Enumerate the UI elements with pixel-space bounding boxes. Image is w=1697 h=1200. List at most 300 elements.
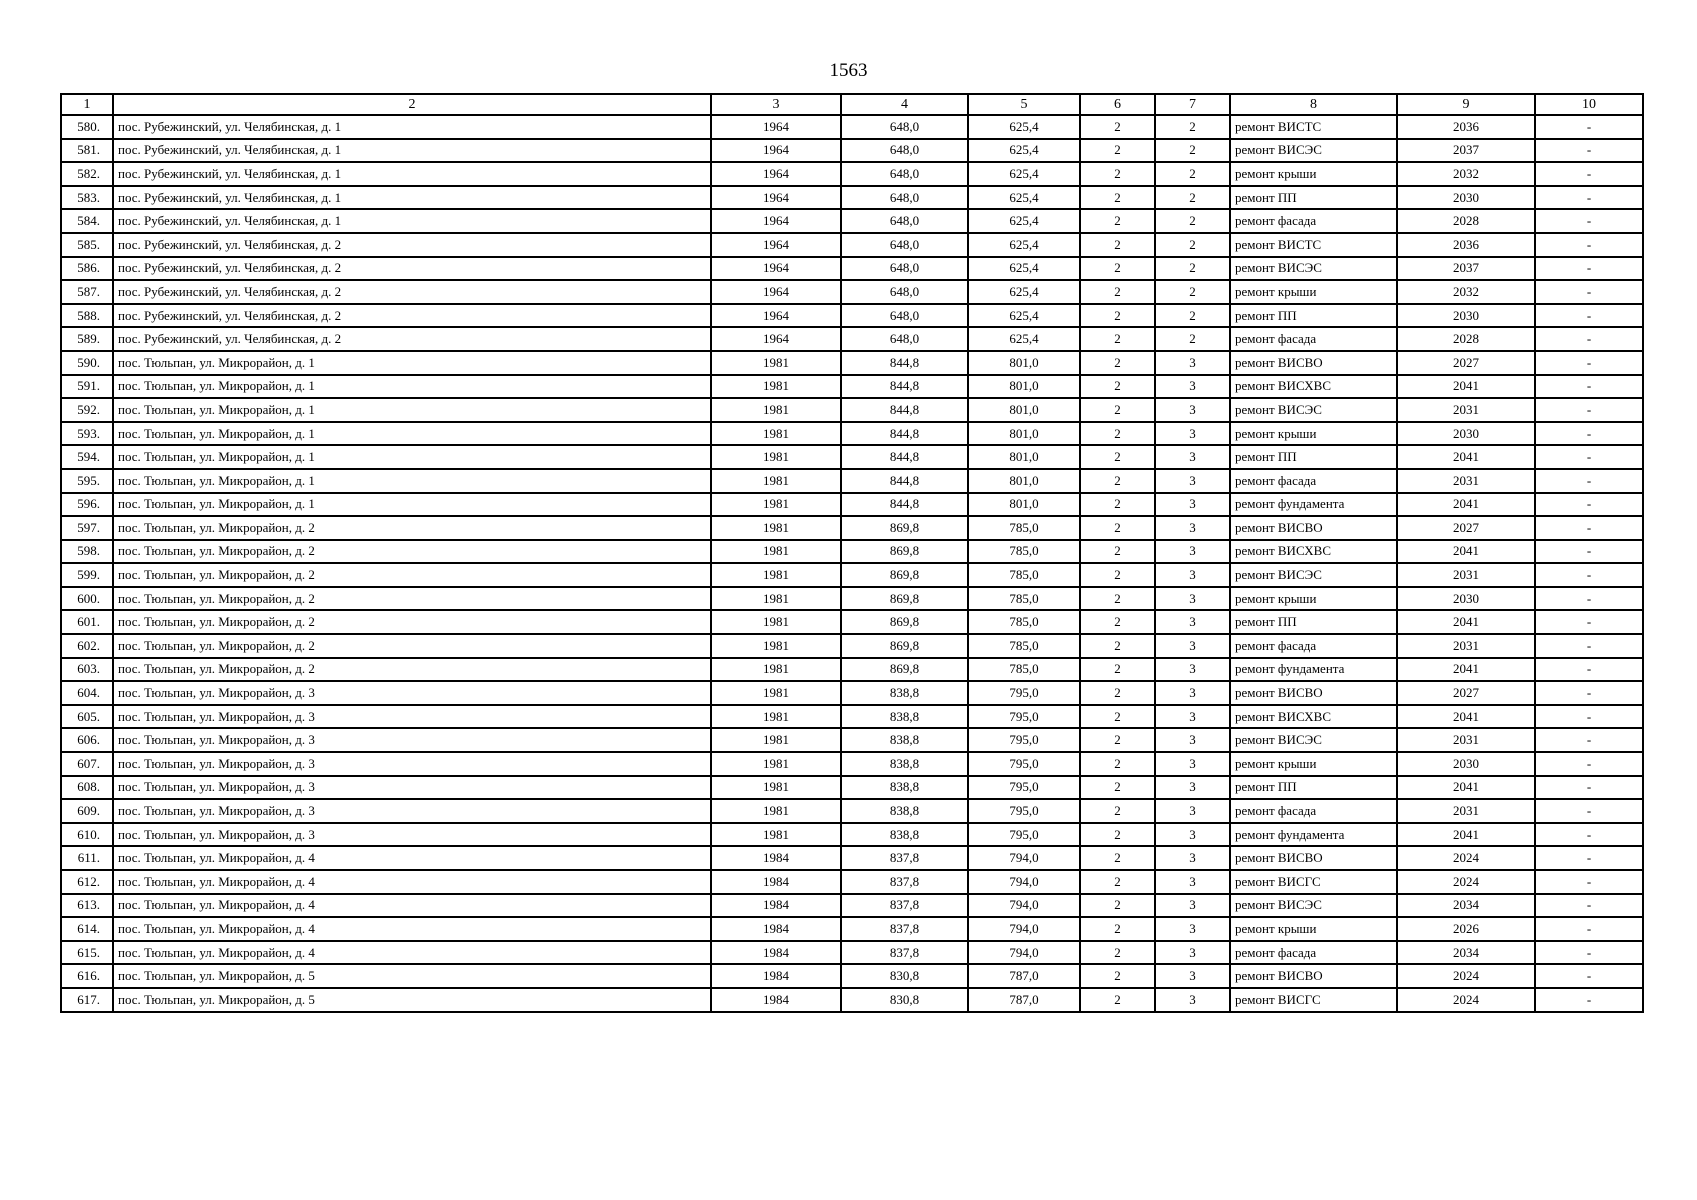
entrances-cell: 3 [1155,752,1230,776]
planned-year-cell: 2031 [1397,469,1535,493]
year-built-cell: 1964 [711,139,841,163]
address-cell: пос. Тюльпан, ул. Микрорайон, д. 1 [113,445,711,469]
note-cell: - [1535,799,1643,823]
work-type-cell: ремонт ВИСЭС [1230,257,1397,281]
living-area-cell: 801,0 [968,469,1080,493]
row-number-cell: 598. [61,540,113,564]
row-number-cell: 606. [61,728,113,752]
floors-cell: 2 [1080,327,1155,351]
work-type-cell: ремонт крыши [1230,162,1397,186]
entrances-cell: 3 [1155,422,1230,446]
planned-year-cell: 2024 [1397,870,1535,894]
entrances-cell: 3 [1155,493,1230,517]
work-type-cell: ремонт ВИСВО [1230,681,1397,705]
planned-year-cell: 2030 [1397,752,1535,776]
work-type-cell: ремонт ВИСЭС [1230,563,1397,587]
floors-cell: 2 [1080,351,1155,375]
row-number-cell: 591. [61,375,113,399]
table-row [61,493,1643,517]
floors-cell: 2 [1080,162,1155,186]
table-row [61,563,1643,587]
table-row [61,540,1643,564]
planned-year-cell: 2034 [1397,941,1535,965]
year-built-cell: 1981 [711,351,841,375]
living-area-cell: 625,4 [968,209,1080,233]
header-cell-3: 3 [711,94,841,115]
work-type-cell: ремонт крыши [1230,917,1397,941]
work-type-cell: ремонт ПП [1230,610,1397,634]
living-area-cell: 794,0 [968,917,1080,941]
floors-cell: 2 [1080,563,1155,587]
planned-year-cell: 2026 [1397,917,1535,941]
year-built-cell: 1981 [711,540,841,564]
address-cell: пос. Рубежинский, ул. Челябинская, д. 1 [113,139,711,163]
total-area-cell: 844,8 [841,493,968,517]
row-number-cell: 583. [61,186,113,210]
total-area-cell: 838,8 [841,776,968,800]
address-cell: пос. Тюльпан, ул. Микрорайон, д. 3 [113,776,711,800]
note-cell: - [1535,398,1643,422]
address-cell: пос. Тюльпан, ул. Микрорайон, д. 2 [113,587,711,611]
living-area-cell: 795,0 [968,799,1080,823]
total-area-cell: 844,8 [841,351,968,375]
table-row [61,988,1643,1012]
note-cell: - [1535,280,1643,304]
planned-year-cell: 2030 [1397,587,1535,611]
total-area-cell: 838,8 [841,681,968,705]
row-number-cell: 610. [61,823,113,847]
address-cell: пос. Тюльпан, ул. Микрорайон, д. 2 [113,658,711,682]
living-area-cell: 625,4 [968,304,1080,328]
work-type-cell: ремонт ВИСЭС [1230,894,1397,918]
living-area-cell: 794,0 [968,870,1080,894]
row-number-cell: 615. [61,941,113,965]
work-type-cell: ремонт фасада [1230,799,1397,823]
row-number-cell: 603. [61,658,113,682]
header-cell-5: 5 [968,94,1080,115]
year-built-cell: 1981 [711,445,841,469]
work-type-cell: ремонт фундамента [1230,493,1397,517]
entrances-cell: 3 [1155,988,1230,1012]
floors-cell: 2 [1080,493,1155,517]
floors-cell: 2 [1080,587,1155,611]
note-cell: - [1535,823,1643,847]
year-built-cell: 1984 [711,846,841,870]
planned-year-cell: 2030 [1397,304,1535,328]
address-cell: пос. Тюльпан, ул. Микрорайон, д. 2 [113,540,711,564]
row-number-cell: 590. [61,351,113,375]
note-cell: - [1535,162,1643,186]
year-built-cell: 1964 [711,115,841,139]
total-area-cell: 838,8 [841,799,968,823]
address-cell: пос. Рубежинский, ул. Челябинская, д. 2 [113,233,711,257]
year-built-cell: 1981 [711,776,841,800]
total-area-cell: 869,8 [841,610,968,634]
total-area-cell: 838,8 [841,705,968,729]
total-area-cell: 838,8 [841,752,968,776]
floors-cell: 2 [1080,445,1155,469]
table-row [61,469,1643,493]
floors-cell: 2 [1080,941,1155,965]
work-type-cell: ремонт ВИСЭС [1230,398,1397,422]
table-body [61,115,1643,1012]
planned-year-cell: 2032 [1397,162,1535,186]
table-row [61,587,1643,611]
total-area-cell: 844,8 [841,469,968,493]
header-cell-1: 1 [61,94,113,115]
floors-cell: 2 [1080,964,1155,988]
entrances-cell: 3 [1155,846,1230,870]
work-type-cell: ремонт ВИСВО [1230,964,1397,988]
living-area-cell: 785,0 [968,516,1080,540]
address-cell: пос. Рубежинский, ул. Челябинская, д. 1 [113,162,711,186]
note-cell: - [1535,917,1643,941]
floors-cell: 2 [1080,634,1155,658]
floors-cell: 2 [1080,681,1155,705]
living-area-cell: 795,0 [968,752,1080,776]
row-number-cell: 609. [61,799,113,823]
address-cell: пос. Тюльпан, ул. Микрорайон, д. 3 [113,799,711,823]
living-area-cell: 785,0 [968,540,1080,564]
note-cell: - [1535,634,1643,658]
total-area-cell: 648,0 [841,327,968,351]
entrances-cell: 3 [1155,823,1230,847]
planned-year-cell: 2024 [1397,846,1535,870]
header-cell-10: 10 [1535,94,1643,115]
note-cell: - [1535,894,1643,918]
row-number-cell: 597. [61,516,113,540]
living-area-cell: 801,0 [968,445,1080,469]
living-area-cell: 801,0 [968,422,1080,446]
row-number-cell: 617. [61,988,113,1012]
table-row [61,941,1643,965]
table-row [61,304,1643,328]
work-type-cell: ремонт ВИСТС [1230,115,1397,139]
year-built-cell: 1981 [711,493,841,517]
total-area-cell: 648,0 [841,257,968,281]
total-area-cell: 648,0 [841,280,968,304]
table-row [61,610,1643,634]
entrances-cell: 3 [1155,587,1230,611]
floors-cell: 2 [1080,752,1155,776]
table-row [61,139,1643,163]
work-type-cell: ремонт ПП [1230,776,1397,800]
planned-year-cell: 2041 [1397,610,1535,634]
living-area-cell: 794,0 [968,894,1080,918]
floors-cell: 2 [1080,846,1155,870]
year-built-cell: 1984 [711,941,841,965]
table-row [61,846,1643,870]
total-area-cell: 844,8 [841,375,968,399]
address-cell: пос. Рубежинский, ул. Челябинская, д. 2 [113,280,711,304]
total-area-cell: 844,8 [841,422,968,446]
living-area-cell: 795,0 [968,681,1080,705]
row-number-cell: 607. [61,752,113,776]
header-cell-7: 7 [1155,94,1230,115]
floors-cell: 2 [1080,139,1155,163]
address-cell: пос. Тюльпан, ул. Микрорайон, д. 1 [113,351,711,375]
note-cell: - [1535,705,1643,729]
floors-cell: 2 [1080,917,1155,941]
floors-cell: 2 [1080,304,1155,328]
year-built-cell: 1964 [711,304,841,328]
entrances-cell: 3 [1155,375,1230,399]
note-cell: - [1535,422,1643,446]
address-cell: пос. Рубежинский, ул. Челябинская, д. 1 [113,186,711,210]
total-area-cell: 837,8 [841,870,968,894]
year-built-cell: 1981 [711,422,841,446]
work-type-cell: ремонт ПП [1230,445,1397,469]
entrances-cell: 3 [1155,917,1230,941]
note-cell: - [1535,846,1643,870]
table-row [61,964,1643,988]
entrances-cell: 3 [1155,728,1230,752]
page-number: 1563 [829,60,868,81]
planned-year-cell: 2041 [1397,658,1535,682]
note-cell: - [1535,304,1643,328]
floors-cell: 2 [1080,705,1155,729]
work-type-cell: ремонт ВИСВО [1230,846,1397,870]
address-cell: пос. Тюльпан, ул. Микрорайон, д. 5 [113,988,711,1012]
row-number-cell: 594. [61,445,113,469]
work-type-cell: ремонт крыши [1230,422,1397,446]
note-cell: - [1535,870,1643,894]
table-row [61,422,1643,446]
floors-cell: 2 [1080,209,1155,233]
header-cell-2: 2 [113,94,711,115]
planned-year-cell: 2041 [1397,705,1535,729]
header-cell-4: 4 [841,94,968,115]
total-area-cell: 648,0 [841,162,968,186]
year-built-cell: 1964 [711,186,841,210]
note-cell: - [1535,941,1643,965]
planned-year-cell: 2041 [1397,445,1535,469]
address-cell: пос. Тюльпан, ул. Микрорайон, д. 1 [113,422,711,446]
address-cell: пос. Тюльпан, ул. Микрорайон, д. 3 [113,752,711,776]
table-row [61,233,1643,257]
row-number-cell: 588. [61,304,113,328]
living-area-cell: 794,0 [968,941,1080,965]
living-area-cell: 795,0 [968,728,1080,752]
year-built-cell: 1981 [711,469,841,493]
row-number-cell: 605. [61,705,113,729]
planned-year-cell: 2041 [1397,540,1535,564]
entrances-cell: 3 [1155,634,1230,658]
total-area-cell: 837,8 [841,917,968,941]
year-built-cell: 1981 [711,398,841,422]
address-cell: пос. Тюльпан, ул. Микрорайон, д. 1 [113,398,711,422]
entrances-cell: 3 [1155,776,1230,800]
floors-cell: 2 [1080,280,1155,304]
living-area-cell: 625,4 [968,162,1080,186]
planned-year-cell: 2028 [1397,209,1535,233]
address-cell: пос. Тюльпан, ул. Микрорайон, д. 1 [113,493,711,517]
address-cell: пос. Тюльпан, ул. Микрорайон, д. 2 [113,516,711,540]
row-number-cell: 580. [61,115,113,139]
planned-year-cell: 2028 [1397,327,1535,351]
planned-year-cell: 2041 [1397,823,1535,847]
row-number-cell: 581. [61,139,113,163]
planned-year-cell: 2037 [1397,257,1535,281]
table-row [61,375,1643,399]
work-type-cell: ремонт ПП [1230,304,1397,328]
note-cell: - [1535,186,1643,210]
floors-cell: 2 [1080,233,1155,257]
entrances-cell: 3 [1155,516,1230,540]
note-cell: - [1535,375,1643,399]
planned-year-cell: 2024 [1397,964,1535,988]
total-area-cell: 648,0 [841,139,968,163]
row-number-cell: 601. [61,610,113,634]
row-number-cell: 602. [61,634,113,658]
header-cell-9: 9 [1397,94,1535,115]
planned-year-cell: 2031 [1397,799,1535,823]
table-row [61,257,1643,281]
address-cell: пос. Тюльпан, ул. Микрорайон, д. 3 [113,728,711,752]
total-area-cell: 838,8 [841,728,968,752]
floors-cell: 2 [1080,988,1155,1012]
row-number-cell: 613. [61,894,113,918]
table-row [61,445,1643,469]
entrances-cell: 2 [1155,186,1230,210]
living-area-cell: 625,4 [968,257,1080,281]
floors-cell: 2 [1080,776,1155,800]
year-built-cell: 1981 [711,705,841,729]
floors-cell: 2 [1080,375,1155,399]
work-type-cell: ремонт ВИСХВС [1230,705,1397,729]
row-number-cell: 616. [61,964,113,988]
total-area-cell: 869,8 [841,634,968,658]
entrances-cell: 3 [1155,705,1230,729]
table-row [61,870,1643,894]
note-cell: - [1535,540,1643,564]
year-built-cell: 1981 [711,375,841,399]
entrances-cell: 2 [1155,233,1230,257]
header-cell-8: 8 [1230,94,1397,115]
address-cell: пос. Рубежинский, ул. Челябинская, д. 2 [113,304,711,328]
entrances-cell: 3 [1155,941,1230,965]
entrances-cell: 3 [1155,681,1230,705]
year-built-cell: 1981 [711,516,841,540]
note-cell: - [1535,327,1643,351]
work-type-cell: ремонт ВИСЭС [1230,728,1397,752]
table-row [61,917,1643,941]
note-cell: - [1535,233,1643,257]
planned-year-cell: 2034 [1397,894,1535,918]
header-cell-6: 6 [1080,94,1155,115]
living-area-cell: 785,0 [968,658,1080,682]
entrances-cell: 2 [1155,327,1230,351]
entrances-cell: 2 [1155,209,1230,233]
repair-schedule-table [60,93,1644,1013]
entrances-cell: 3 [1155,563,1230,587]
living-area-cell: 795,0 [968,705,1080,729]
address-cell: пос. Рубежинский, ул. Челябинская, д. 1 [113,115,711,139]
planned-year-cell: 2041 [1397,375,1535,399]
note-cell: - [1535,445,1643,469]
living-area-cell: 794,0 [968,846,1080,870]
year-built-cell: 1981 [711,610,841,634]
year-built-cell: 1984 [711,917,841,941]
entrances-cell: 2 [1155,304,1230,328]
table-header-row [61,94,1643,115]
floors-cell: 2 [1080,115,1155,139]
row-number-cell: 586. [61,257,113,281]
work-type-cell: ремонт фасада [1230,634,1397,658]
entrances-cell: 3 [1155,445,1230,469]
row-number-cell: 582. [61,162,113,186]
table-row [61,398,1643,422]
total-area-cell: 869,8 [841,540,968,564]
row-number-cell: 593. [61,422,113,446]
address-cell: пос. Рубежинский, ул. Челябинская, д. 2 [113,257,711,281]
table-row [61,681,1643,705]
work-type-cell: ремонт крыши [1230,587,1397,611]
note-cell: - [1535,658,1643,682]
table-row [61,823,1643,847]
row-number-cell: 612. [61,870,113,894]
address-cell: пос. Рубежинский, ул. Челябинская, д. 1 [113,209,711,233]
entrances-cell: 3 [1155,799,1230,823]
floors-cell: 2 [1080,398,1155,422]
planned-year-cell: 2024 [1397,988,1535,1012]
note-cell: - [1535,469,1643,493]
floors-cell: 2 [1080,658,1155,682]
floors-cell: 2 [1080,516,1155,540]
living-area-cell: 625,4 [968,280,1080,304]
living-area-cell: 801,0 [968,351,1080,375]
planned-year-cell: 2036 [1397,115,1535,139]
row-number-cell: 587. [61,280,113,304]
work-type-cell: ремонт фасада [1230,209,1397,233]
row-number-cell: 595. [61,469,113,493]
table-row [61,186,1643,210]
row-number-cell: 614. [61,917,113,941]
planned-year-cell: 2031 [1397,728,1535,752]
year-built-cell: 1964 [711,257,841,281]
entrances-cell: 2 [1155,280,1230,304]
row-number-cell: 596. [61,493,113,517]
total-area-cell: 869,8 [841,563,968,587]
table-row [61,162,1643,186]
year-built-cell: 1964 [711,209,841,233]
floors-cell: 2 [1080,257,1155,281]
table-row [61,516,1643,540]
planned-year-cell: 2031 [1397,563,1535,587]
note-cell: - [1535,115,1643,139]
row-number-cell: 599. [61,563,113,587]
total-area-cell: 837,8 [841,846,968,870]
living-area-cell: 801,0 [968,398,1080,422]
planned-year-cell: 2030 [1397,422,1535,446]
total-area-cell: 838,8 [841,823,968,847]
note-cell: - [1535,563,1643,587]
address-cell: пос. Тюльпан, ул. Микрорайон, д. 3 [113,823,711,847]
year-built-cell: 1984 [711,870,841,894]
note-cell: - [1535,752,1643,776]
living-area-cell: 625,4 [968,186,1080,210]
living-area-cell: 625,4 [968,327,1080,351]
floors-cell: 2 [1080,186,1155,210]
entrances-cell: 3 [1155,894,1230,918]
address-cell: пос. Тюльпан, ул. Микрорайон, д. 3 [113,705,711,729]
year-built-cell: 1981 [711,658,841,682]
address-cell: пос. Тюльпан, ул. Микрорайон, д. 2 [113,634,711,658]
work-type-cell: ремонт ВИСЭС [1230,139,1397,163]
address-cell: пос. Тюльпан, ул. Микрорайон, д. 4 [113,941,711,965]
work-type-cell: ремонт фундамента [1230,823,1397,847]
work-type-cell: ремонт ВИСВО [1230,351,1397,375]
